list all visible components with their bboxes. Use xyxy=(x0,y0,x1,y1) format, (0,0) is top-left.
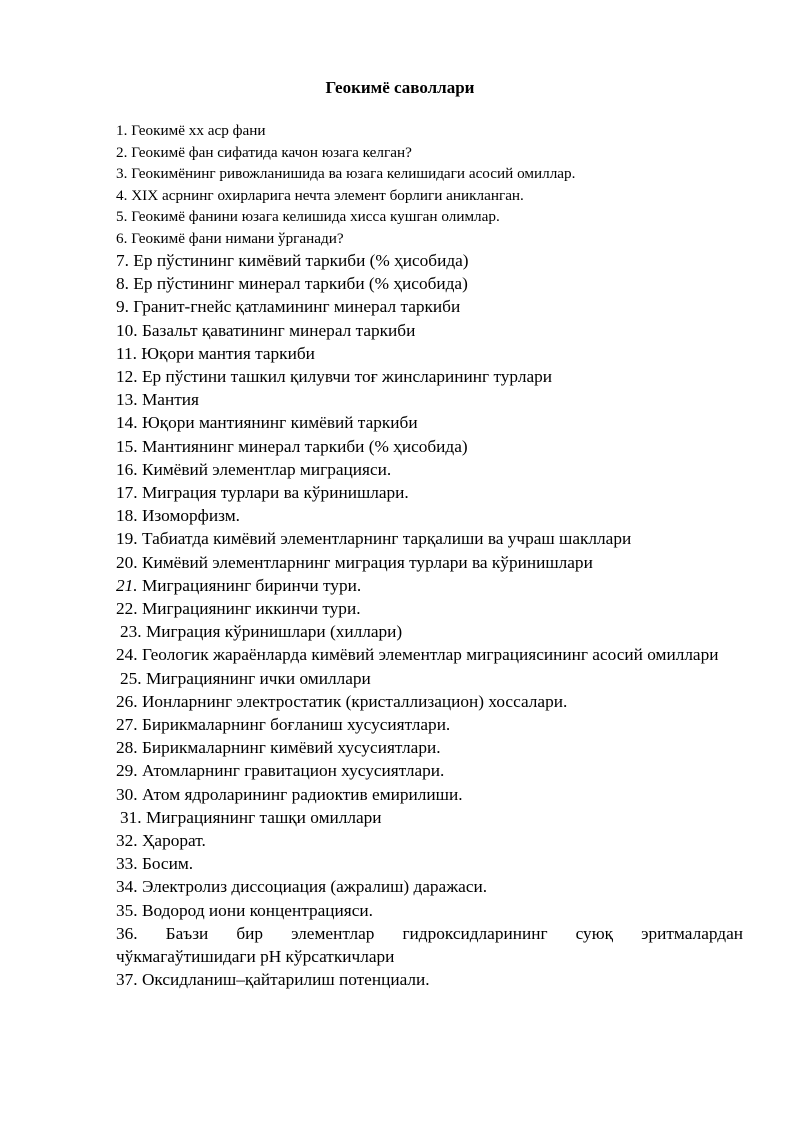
question-number: 27. xyxy=(116,715,138,735)
question-number: 17. xyxy=(116,483,138,503)
question-text: Миграция турлари ва кўринишлари. xyxy=(141,483,409,503)
question-text: Геокимё фан сифатида качон юзага келган? xyxy=(131,143,412,161)
question-text: Геокимё фанини юзага келишида хисса кушган олимлар. xyxy=(131,208,500,225)
question-number: 13. xyxy=(116,390,138,410)
question-text: Юқори мантиянинг кимёвий таркиби xyxy=(141,413,418,433)
question-item xyxy=(116,968,743,991)
question-number: 16. xyxy=(116,459,138,479)
question-text: Оксидланиш–қайтарилиш потенциали. xyxy=(141,970,430,990)
question-text: Изоморфизм. xyxy=(141,506,240,526)
question-item xyxy=(116,620,743,643)
question-item xyxy=(116,295,743,318)
question-text: Миграциянинг биринчи тури. xyxy=(141,575,362,595)
question-item xyxy=(116,690,743,713)
question-item xyxy=(116,481,743,504)
question-list xyxy=(116,120,743,992)
question-text: Кимёвий элементларнинг миграция турлари ва кўринишлари xyxy=(141,552,593,572)
question-item xyxy=(116,574,743,597)
question-number: 31. xyxy=(120,807,142,827)
question-item xyxy=(116,365,743,388)
question-item xyxy=(116,829,743,852)
question-number: 22. xyxy=(116,599,138,619)
question-text: Ер пўстининг минерал таркиби (% ҳисобида) xyxy=(133,274,468,294)
question-number: 23. xyxy=(120,622,142,642)
question-text: Атомларнинг гравитацион хусусиятлари. xyxy=(141,761,445,781)
question-item xyxy=(116,163,743,185)
question-number: 34. xyxy=(116,877,138,897)
question-text: Бирикмаларнинг боғланиш хусусиятлари. xyxy=(141,715,451,735)
question-item xyxy=(116,783,743,806)
question-item xyxy=(116,713,743,736)
question-item xyxy=(116,206,743,228)
question-item xyxy=(116,185,743,207)
question-item xyxy=(116,228,743,250)
question-item xyxy=(116,806,743,829)
question-text: Ҳарорат. xyxy=(141,831,206,851)
question-text: Гранит-гнейс қатламининг минерал таркиби xyxy=(133,297,461,317)
question-text: Табиатда кимёвий элементларнинг тарқалиши ва учраш шакллари xyxy=(141,529,632,549)
question-text: Миграциянинг ички омиллари xyxy=(145,668,371,688)
question-number: 3. xyxy=(116,165,128,182)
question-text: Электролиз диссоциация (ажралиш) даражаси. xyxy=(141,877,488,897)
question-number: 26. xyxy=(116,691,138,711)
question-number: 21. xyxy=(116,575,138,595)
question-text: Юқори мантия таркиби xyxy=(141,343,315,363)
question-text: Мантия xyxy=(141,390,199,410)
question-item xyxy=(116,272,743,295)
question-text: Мантиянинг минерал таркиби (% ҳисобида) xyxy=(141,436,468,456)
question-text: Атом ядроларининг радиоктив емирилиши. xyxy=(141,784,463,804)
question-text: Водород иони концентрацияси. xyxy=(141,900,373,920)
question-number: 20. xyxy=(116,552,138,572)
question-number: 2. xyxy=(116,143,128,161)
question-text: Геологик жараёнларда кимёвий элементлар миграциясининг асосий омиллари xyxy=(141,645,719,665)
question-item xyxy=(116,899,743,922)
question-number: 11. xyxy=(116,343,137,363)
question-number: 10. xyxy=(116,320,138,340)
question-text: Геокимёнинг ривожланишида ва юзага келишидаги асосий омиллар. xyxy=(131,165,576,182)
question-number: 29. xyxy=(116,761,138,781)
question-number: 5. xyxy=(116,208,128,225)
question-number: 18. xyxy=(116,506,138,526)
question-number: 7. xyxy=(116,251,129,270)
question-item xyxy=(116,342,743,365)
question-item xyxy=(116,736,743,759)
question-number: 36. xyxy=(116,923,138,943)
question-number: 30. xyxy=(116,784,138,804)
question-item xyxy=(116,922,743,968)
question-number: 28. xyxy=(116,738,138,758)
question-item xyxy=(116,435,743,458)
question-item xyxy=(116,643,743,666)
question-text: XIX асрнинг охирларига нечта элемент борлиги аникланган. xyxy=(131,186,524,204)
question-item xyxy=(116,319,743,342)
question-item xyxy=(116,411,743,434)
document-title: Геокимё саволлари xyxy=(325,78,475,97)
question-text: Ионларнинг электростатик (кристаллизацион) хоссалари. xyxy=(141,691,568,711)
question-item xyxy=(116,667,743,690)
question-number: 25. xyxy=(120,668,142,688)
question-text: Бирикмаларнинг кимёвий хусусиятлари. xyxy=(141,738,441,758)
question-number: 33. xyxy=(116,854,138,874)
question-number: 12. xyxy=(116,367,138,387)
question-item xyxy=(116,120,743,142)
question-item xyxy=(116,527,743,550)
question-item xyxy=(116,875,743,898)
question-number: 19. xyxy=(116,529,138,549)
question-text: Ер пўстининг кимёвий таркиби (% ҳисобида) xyxy=(133,251,469,270)
question-number: 15. xyxy=(116,436,138,456)
question-item xyxy=(116,504,743,527)
question-text: Миграциянинг ташқи омиллари xyxy=(145,807,382,827)
question-number: 6. xyxy=(116,229,128,247)
question-item xyxy=(116,852,743,875)
question-item xyxy=(116,458,743,481)
question-text: Кимёвий элементлар миграцияси. xyxy=(141,459,392,479)
question-number: 4. xyxy=(116,186,128,204)
question-text: Босим. xyxy=(141,854,194,874)
question-number: 32. xyxy=(116,831,138,851)
question-text: Базальт қаватининг минерал таркиби xyxy=(141,320,416,340)
question-number: 9. xyxy=(116,297,129,317)
question-number: 8. xyxy=(116,274,129,294)
question-text: Геокимё хх аср фани xyxy=(131,122,266,139)
question-text: Баъзи бир элементлар гидроксидларининг суюқ эритмалардан чўкмагаўтишидаги pH кўрсаткичлари xyxy=(116,923,743,967)
question-number: 24. xyxy=(116,645,138,665)
question-item xyxy=(116,551,743,574)
question-number: 14. xyxy=(116,413,138,433)
question-item xyxy=(116,597,743,620)
question-number: 35. xyxy=(116,900,138,920)
question-item xyxy=(116,142,743,164)
question-text: Миграция кўринишлари (хиллари) xyxy=(145,622,403,642)
question-item xyxy=(116,249,743,272)
question-item xyxy=(116,388,743,411)
question-item xyxy=(116,759,743,782)
question-number: 1. xyxy=(116,122,128,139)
question-text: Миграциянинг иккинчи тури. xyxy=(141,599,361,619)
question-text: Ер пўстини ташкил қилувчи тоғ жинсларининг турлари xyxy=(141,367,553,387)
question-number: 37. xyxy=(116,970,138,990)
question-text: Геокимё фани нимани ўрганади? xyxy=(131,229,344,247)
